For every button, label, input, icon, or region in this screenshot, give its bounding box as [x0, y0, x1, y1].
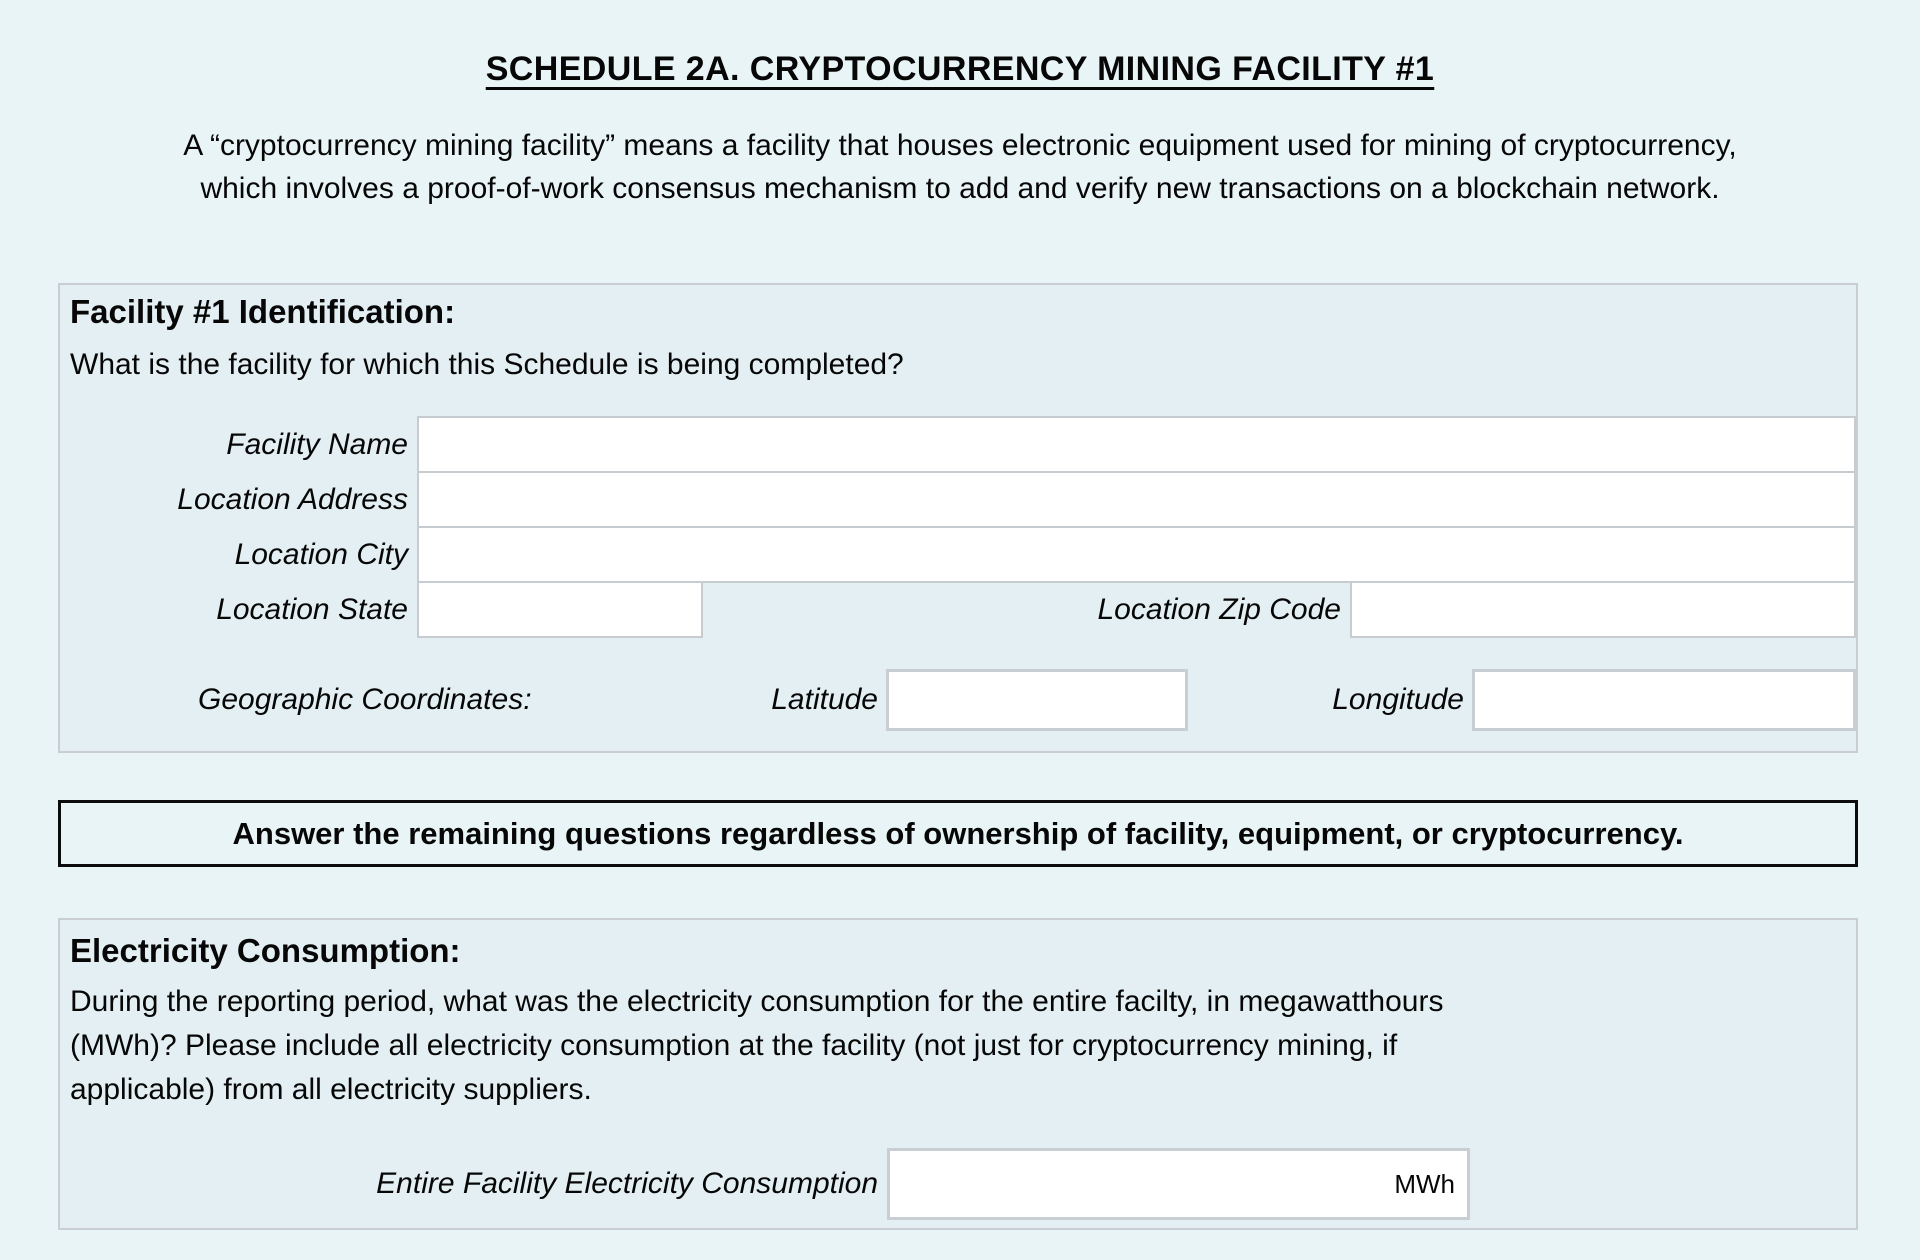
page-title-text: SCHEDULE 2A. CRYPTOCURRENCY MINING FACILITY #1 [485, 50, 1435, 88]
electricity-consumption-description [70, 980, 1443, 1112]
intro-line-2: which involves a proof-of-work consensus mechanism to add and verify new transactions on a blockchain network. [200, 172, 1720, 205]
description-line-3: applicable) from all electricity suppliers. [70, 1073, 592, 1106]
instruction-banner [58, 800, 1858, 867]
facility-name-input[interactable] [417, 416, 1856, 473]
intro-paragraph [0, 124, 1920, 210]
mwh-unit-label: MWh [1394, 1168, 1455, 1199]
facility-identification-heading: Facility #1 Identification: [70, 293, 456, 330]
entire-facility-consumption-input[interactable] [890, 1151, 1467, 1217]
location-address-label: Location Address [177, 483, 408, 516]
location-state-input[interactable] [417, 581, 703, 638]
intro-line-1: A “cryptocurrency mining facility” means a facility that houses electronic equipment used for mining of cryptocurrency, [183, 129, 1737, 162]
location-city-input[interactable] [417, 526, 1856, 583]
location-city-label: Location City [234, 538, 408, 571]
location-state-label: Location State [216, 593, 408, 626]
latitude-input[interactable] [886, 669, 1188, 731]
entire-facility-consumption-input-box[interactable] [887, 1148, 1470, 1220]
latitude-label: Latitude [771, 683, 878, 716]
longitude-label: Longitude [1332, 683, 1464, 716]
facility-identification-question: What is the facility for which this Schedule is being completed? [70, 348, 904, 381]
entire-facility-consumption-label: Entire Facility Electricity Consumption [376, 1167, 878, 1200]
description-line-1: During the reporting period, what was the electricity consumption for the entire facilty, in megawatthours [70, 985, 1444, 1018]
geographic-coordinates-label: Geographic Coordinates: [198, 683, 532, 716]
longitude-input[interactable] [1472, 669, 1856, 731]
facility-name-label: Facility Name [226, 428, 408, 461]
description-line-2: (MWh)? Please include all electricity consumption at the facility (not just for cryptocurrency mining, if [70, 1029, 1398, 1062]
electricity-consumption-heading: Electricity Consumption: [70, 932, 461, 969]
location-zip-label: Location Zip Code [1097, 593, 1341, 626]
location-zip-input[interactable] [1350, 581, 1856, 638]
location-address-input[interactable] [417, 471, 1856, 528]
facility-identification-section [58, 283, 1858, 753]
instruction-banner-text: Answer the remaining questions regardless of ownership of facility, equipment, or cryptocurrency. [232, 815, 1684, 851]
page-title [0, 50, 1920, 89]
electricity-consumption-section [58, 918, 1858, 1230]
